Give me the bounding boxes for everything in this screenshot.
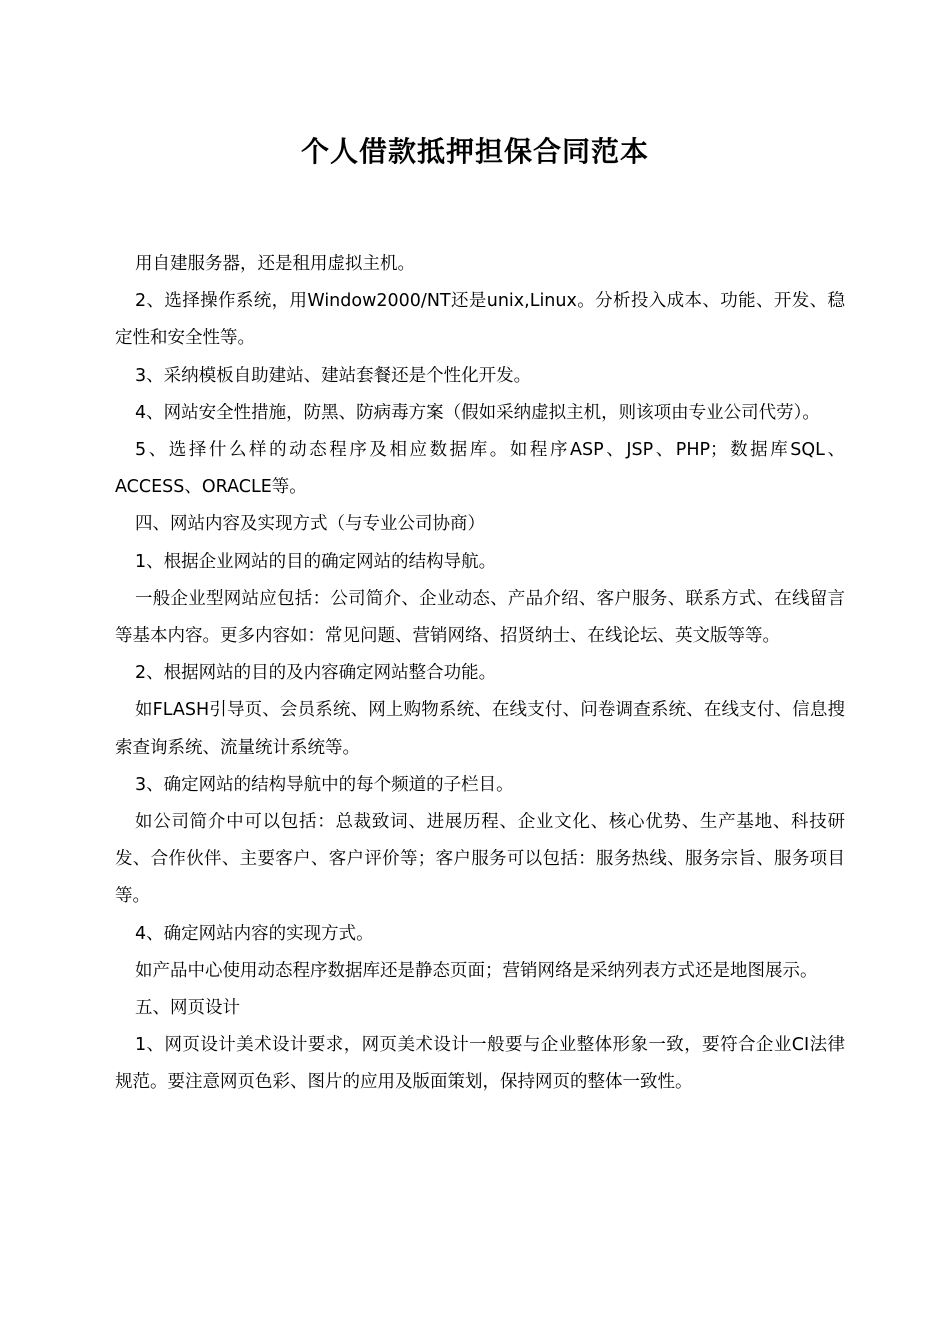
paragraph-features: 如FLASH引导页、会员系统、网上购物系统、在线支付、问卷调查系统、在线支付、信息搜索查询系统、流量统计系统等。 [115, 700, 845, 758]
paragraph-subcolumn-examples: 如公司简介中可以包括：总裁致词、进展历程、企业文化、核心优势、生产基地、科技研发、合作伙伴、主要客户、客户评价等；客户服务可以包括：服务热线、服务宗旨、服务项目等。 [115, 812, 845, 907]
paragraph-basic-content: 一般企业型网站应包括：公司简介、企业动态、产品介绍、客户服务、联系方式、在线留言等基本内容。更多内容如：常见问题、营销网络、招贤纳士、在线论坛、英文版等等。 [115, 588, 845, 647]
paragraph-integration: 2、根据网站的目的及内容确定网站整合功能。 [135, 663, 497, 684]
paragraph-os-choice: 2、选择操作系统，用Window2000/NT还是unix,Linux。分析投入成本、功能、开发、稳定性和安全性等。 [115, 291, 845, 349]
section-heading-design: 五、网页设计 [135, 998, 240, 1019]
section-heading-content: 四、网站内容及实现方式（与专业公司协商） [135, 514, 485, 535]
document-title: 个人借款抵押担保合同范本 [300, 135, 649, 168]
paragraph-server-choice: 用自建服务器，还是租用虚拟主机。 [135, 254, 415, 274]
paragraph-template-choice: 3、采纳模板自助建站、建站套餐还是个性化开发。 [135, 365, 532, 386]
paragraph-security: 4、网站安全性措施，防黑、防病毒方案（假如采纳虚拟主机，则该项由专业公司代劳）。 [135, 402, 820, 423]
paragraph-design-requirements: 1、网页设计美术设计要求，网页美术设计一般要与企业整体形象一致，要符合企业CI法律规范。要注意网页色彩、图片的应用及版面策划，保持网页的整体一致性。 [115, 1035, 845, 1093]
document-body [115, 246, 845, 1102]
paragraph-implementation-examples: 如产品中心使用动态程序数据库还是静态页面；营销网络是采纳列表方式还是地图展示。 [135, 960, 818, 981]
paragraph-navigation: 1、根据企业网站的目的确定网站的结构导航。 [135, 551, 497, 572]
paragraph-subcolumns: 3、确定网站的结构导航中的每个频道的子栏目。 [135, 774, 514, 795]
paragraph-implementation: 4、确定网站内容的实现方式。 [135, 923, 374, 944]
paragraph-database: 5、选择什么样的动态程序及相应数据库。如程序ASP、JSP、PHP；数据库SQL、ACCESS、ORACLE等。 [115, 440, 845, 498]
